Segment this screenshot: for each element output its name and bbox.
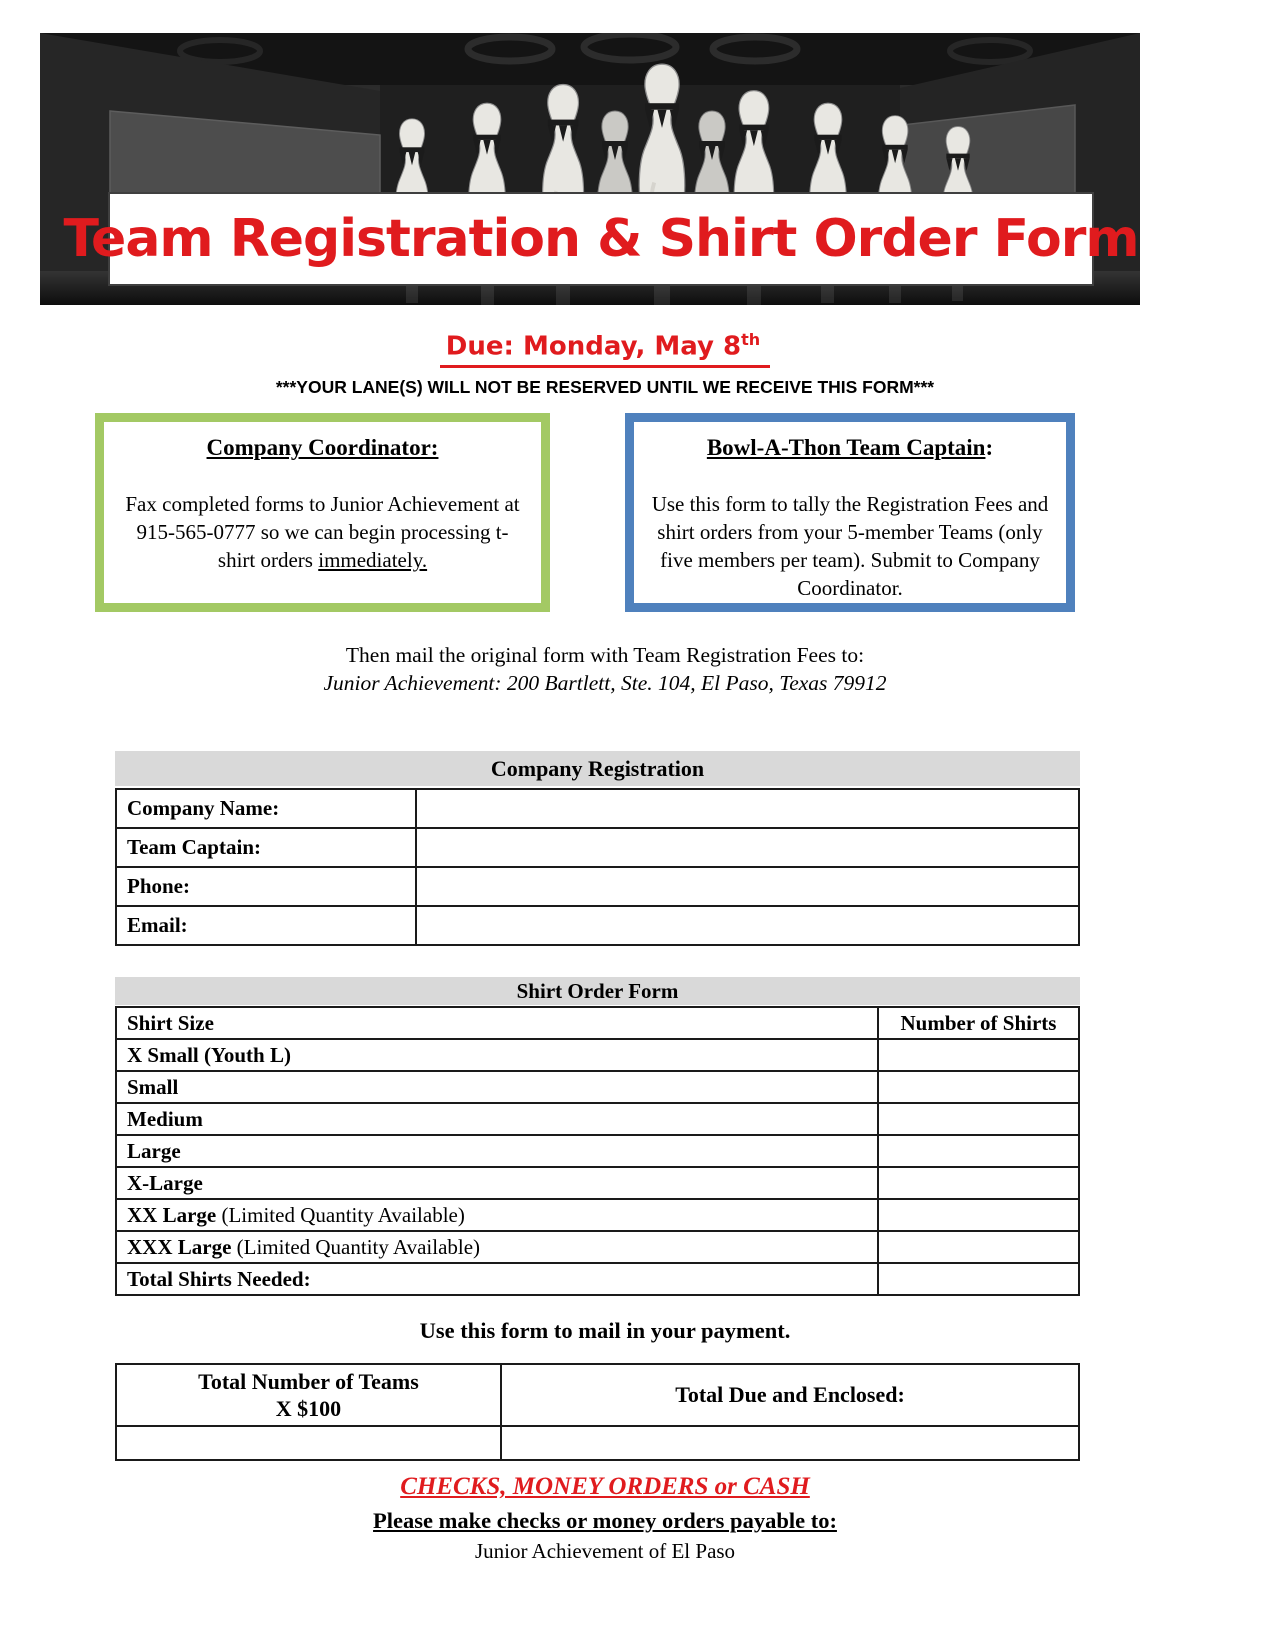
phone-label: Phone: xyxy=(116,867,416,906)
company-name-field[interactable] xyxy=(416,789,1079,828)
due-date-superscript: th xyxy=(741,330,761,349)
team-captain-field[interactable] xyxy=(416,828,1079,867)
captain-heading-colon: : xyxy=(985,435,994,460)
info-boxes xyxy=(95,413,1075,612)
due-date-text: Due: Monday, May 8 xyxy=(445,331,742,362)
shirt-size-label: Medium xyxy=(127,1106,203,1131)
company-name-label: Company Name: xyxy=(116,789,416,828)
email-label: Email: xyxy=(116,906,416,945)
table-row xyxy=(116,1039,1079,1071)
shirt-size-label: X Small (Youth L) xyxy=(127,1042,291,1067)
shirt-size-column-header: Shirt Size xyxy=(116,1007,878,1039)
total-shirts-field[interactable] xyxy=(878,1263,1079,1295)
payment-methods-footer xyxy=(0,1474,1210,1562)
header-photo xyxy=(40,33,1140,305)
coordinator-body-text: Fax completed forms to Junior Achievement at 915-565-0777 so we can begin processing t-shirt orders xyxy=(125,492,520,572)
shirt-qty-field[interactable] xyxy=(878,1199,1079,1231)
table-row xyxy=(116,906,1079,945)
total-teams-header xyxy=(116,1364,501,1426)
due-date-line xyxy=(0,330,1210,368)
team-captain-box xyxy=(625,413,1075,612)
table-row xyxy=(116,1103,1079,1135)
table-row xyxy=(116,1263,1079,1295)
shirt-size-note: (Limited Quantity Available) xyxy=(216,1202,465,1227)
shirt-order-table xyxy=(115,1006,1080,1296)
table-row xyxy=(116,1426,1079,1460)
title-banner xyxy=(63,192,1139,286)
coordinator-heading: Company Coordinator: xyxy=(206,435,439,460)
shirt-size-label: XXX Large xyxy=(127,1234,232,1259)
table-row xyxy=(116,867,1079,906)
company-registration-section xyxy=(115,751,1080,946)
shirt-size-note: (Limited Quantity Available) xyxy=(231,1234,481,1259)
total-teams-header-line2: X $100 xyxy=(275,1396,342,1421)
page-title: Team Registration & Shirt Order Form xyxy=(63,209,1139,269)
mail-line-1: Then mail the original form with Team Registration Fees to: xyxy=(345,643,865,667)
shirt-qty-field[interactable] xyxy=(878,1167,1079,1199)
number-of-shirts-column-header: Number of Shirts xyxy=(878,1007,1079,1039)
shirt-size-label: X-Large xyxy=(127,1170,203,1195)
table-row xyxy=(116,1231,1079,1263)
shirt-order-title: Shirt Order Form xyxy=(115,977,1080,1005)
total-due-field[interactable] xyxy=(501,1426,1079,1460)
table-row xyxy=(116,789,1079,828)
table-header-row xyxy=(116,1007,1079,1039)
team-captain-label: Team Captain: xyxy=(116,828,416,867)
shirt-size-label: Small xyxy=(127,1074,179,1099)
email-field[interactable] xyxy=(416,906,1079,945)
shirt-size-label: Large xyxy=(127,1138,181,1163)
table-row xyxy=(116,1135,1079,1167)
captain-body-text: Use this form to tally the Registration Fees and shirt orders from your 5-member Teams (only five members per team). Submit to Company Coordinator. xyxy=(651,492,1049,600)
shirt-qty-field[interactable] xyxy=(878,1039,1079,1071)
phone-field[interactable] xyxy=(416,867,1079,906)
mail-instructions xyxy=(0,641,1210,698)
shirt-size-label: XX Large xyxy=(127,1202,217,1227)
payable-to-line: Please make checks or money orders payable to: xyxy=(373,1508,837,1533)
company-registration-table xyxy=(115,788,1080,946)
payment-instruction: Use this form to mail in your payment. xyxy=(419,1318,791,1343)
table-row xyxy=(116,828,1079,867)
mail-address: Junior Achievement: 200 Bartlett, Ste. 104, El Paso, Texas 79912 xyxy=(323,671,887,696)
payment-table xyxy=(115,1363,1080,1461)
total-due-header: Total Due and Enclosed: xyxy=(501,1364,1079,1426)
shirt-qty-field[interactable] xyxy=(878,1135,1079,1167)
shirt-qty-field[interactable] xyxy=(878,1231,1079,1263)
company-coordinator-box xyxy=(95,413,550,612)
table-row xyxy=(116,1071,1079,1103)
shirt-size-label: Total Shirts Needed: xyxy=(127,1266,311,1291)
captain-heading: Bowl-A-Thon Team Captain xyxy=(706,435,986,460)
payment-methods-line: CHECKS, MONEY ORDERS or CASH xyxy=(400,1473,810,1500)
total-teams-field[interactable] xyxy=(116,1426,501,1460)
lane-warning: ***YOUR LANE(S) WILL NOT BE RESERVED UNTIL WE RECEIVE THIS FORM*** xyxy=(275,377,935,397)
shirt-order-section xyxy=(115,977,1080,1296)
coordinator-body-underlined: immediately. xyxy=(318,547,428,572)
table-row xyxy=(116,1167,1079,1199)
company-registration-title: Company Registration xyxy=(115,751,1080,786)
total-teams-header-line1: Total Number of Teams xyxy=(198,1368,419,1394)
shirt-qty-field[interactable] xyxy=(878,1071,1079,1103)
payment-section xyxy=(115,1363,1080,1461)
payee-organization: Junior Achievement of El Paso xyxy=(474,1538,736,1563)
shirt-qty-field[interactable] xyxy=(878,1103,1079,1135)
table-header-row xyxy=(116,1364,1079,1426)
table-row xyxy=(116,1199,1079,1231)
